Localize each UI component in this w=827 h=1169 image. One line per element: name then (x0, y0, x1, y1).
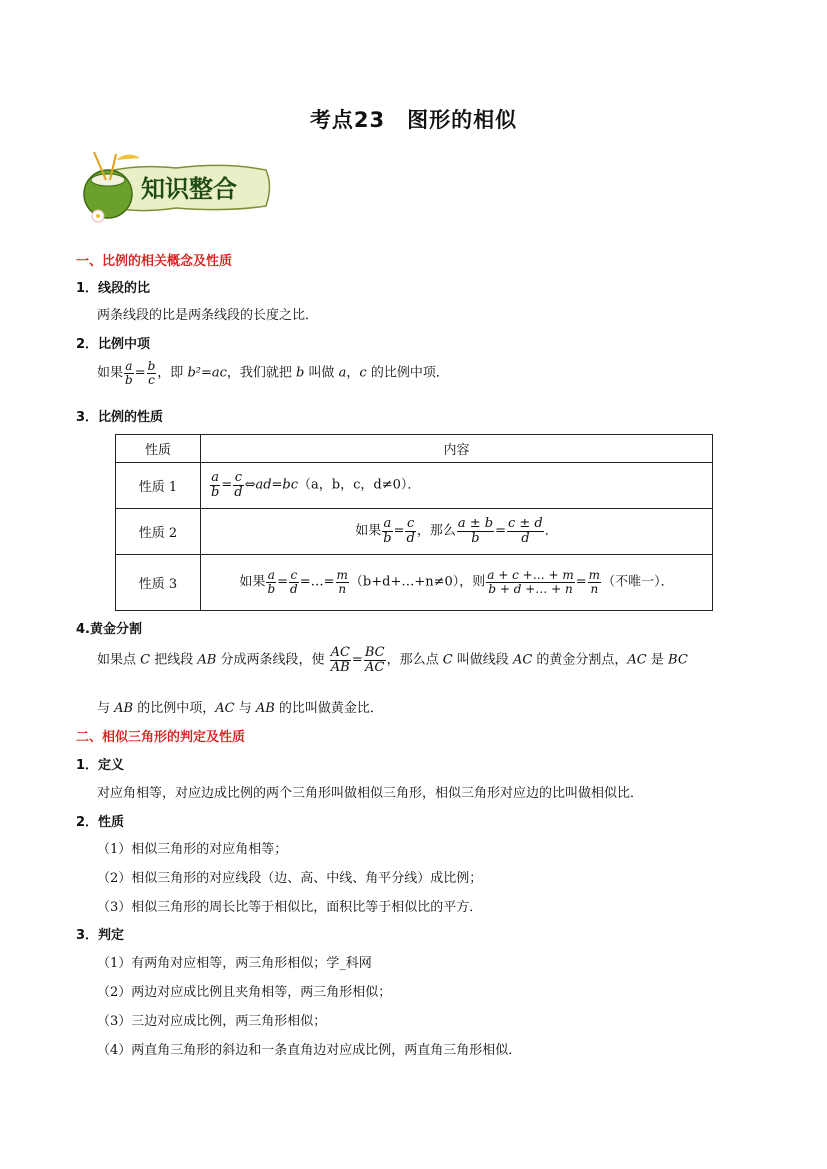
s2-3-heading: 3．判定 (76, 928, 125, 943)
s1-3-heading: 3．比例的性质 (76, 410, 164, 425)
badge-text: 知识整合 (141, 175, 237, 203)
umbrella-icon (116, 154, 140, 160)
knowledge-badge (76, 150, 272, 224)
row2-content: 如果 $\frac{a}{b}$ = $\frac{c}{d}$ ，那么 $\frac{a \pm b}{b}$ = $\frac{c \pm d}{d}$ ． (201, 509, 713, 555)
row1-content: $\frac{a}{b}$ = $\frac{c}{d}$ ⇔ad=bc（a，b，c，d≠0）． (201, 463, 713, 509)
table-header-2: 内容 (201, 435, 713, 463)
s1-2-heading: 2．比例中项 (76, 337, 151, 352)
list-item: （1）相似三角形的对应角相等； (97, 842, 288, 857)
section-2-heading: 二、相似三角形的判定及性质 (76, 730, 246, 745)
s1-4-line1: 如果点 C 把线段 AB 分成两条线段，使 $\frac{AC}{AB}$ = $\frac{BC}{AC}$ ，那么点 C 叫做线段 AC 的黄金分割点，AC 是 BC (97, 645, 688, 675)
table-row (116, 509, 713, 555)
section-1-heading: 一、比例的相关概念及性质 (76, 254, 233, 269)
list-item: （1）有两角对应相等，两三角形相似；学_科网 (97, 956, 372, 971)
properties-table (115, 434, 713, 611)
list-item: （2）相似三角形的对应线段（边、高、中线、角平分线）成比例； (97, 871, 483, 886)
list-item: （3）相似三角形的周长比等于相似比，面积比等于相似比的平方． (97, 900, 483, 915)
table-row (116, 463, 713, 509)
row3-label: 性质 3 (116, 555, 201, 611)
list-item: （2）两边对应成比例且夹角相等，两三角形相似； (97, 985, 392, 1000)
s1-1-body: 两条线段的比是两条线段的长度之比． (97, 308, 319, 323)
s2-1-heading: 1．定义 (76, 758, 125, 773)
s1-2-body: 如果 $\frac{a}{b}$ = $\frac{b}{c}$ ，即 b²=ac，我们就把 b 叫做 a，c 的比例中项． (97, 359, 449, 387)
s1-4-heading: 4.黄金分割 (76, 622, 142, 637)
list-item: （4）两直角三角形的斜边和一条直角边对应成比例，两直角三角形相似． (97, 1043, 522, 1058)
s1-4-line2: 与 AB 的比例中项，AC 与 AB 的比叫做黄金比． (97, 701, 383, 716)
row3-content: 如果 $\frac{a}{b}$ = $\frac{c}{d}$ =…= $\frac{m}{n}$ （b+d+…+n≠0），则 $\frac{a + c +\dots + m}{b + d +\dots + n}$ = $\frac{m}{n}$ （不唯一）． (201, 555, 713, 611)
table-header-row (116, 435, 713, 463)
row2-label: 性质 2 (116, 509, 201, 555)
s2-1-body: 对应角相等，对应边成比例的两个三角形叫做相似三角形，相似三角形对应边的比叫做相似比． (97, 786, 644, 801)
page-title: 考点23 图形的相似 (309, 108, 518, 132)
s1-1-heading: 1．线段的比 (76, 281, 151, 296)
table-row (116, 555, 713, 611)
s2-2-heading: 2．性质 (76, 815, 125, 830)
table-header-1: 性质 (116, 435, 201, 463)
row1-label: 性质 1 (116, 463, 201, 509)
list-item: （3）三边对应成比例，两三角形相似； (97, 1014, 327, 1029)
